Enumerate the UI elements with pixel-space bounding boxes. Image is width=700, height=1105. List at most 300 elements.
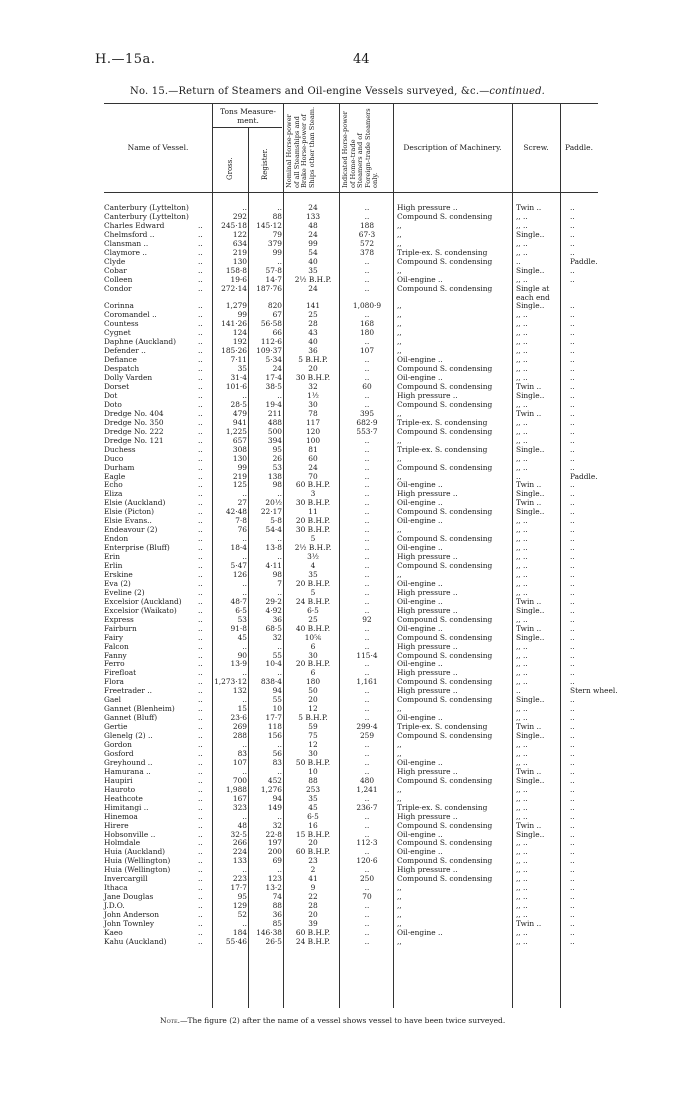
cell-gross-tons: 55·46 — [225, 936, 247, 946]
cell-screw: ,, .. — [516, 847, 528, 857]
cell-vessel-name: Duco — [104, 453, 124, 463]
cell-leader-dots: .. — [198, 659, 203, 669]
table-title — [130, 86, 545, 97]
cell-nominal-hp: 40 — [308, 256, 318, 266]
cell-gross-tons: 141·26 — [221, 319, 247, 329]
cell-nominal-hp: 20 — [308, 695, 318, 705]
cell-screw: Twin .. — [516, 623, 542, 633]
cell-nominal-hp: 20 — [308, 910, 318, 920]
cell-nominal-hp: 23 — [308, 856, 318, 866]
cell-gross-tons: 941 — [232, 417, 247, 427]
cell-gross-tons: 266 — [232, 838, 247, 848]
cell-register-tons: 56 — [272, 748, 282, 758]
cell-indicated-hp: .. — [364, 507, 370, 517]
cell-gross-tons: 52 — [237, 910, 247, 920]
cell-gross-tons: 272·14 — [221, 283, 247, 293]
col-header-description: Description of Machinery. — [403, 143, 502, 152]
cell-gross-tons: 95 — [237, 892, 247, 902]
cell-register-tons: 112·6 — [260, 337, 282, 347]
cell-vessel-name: Dorset — [104, 382, 130, 391]
cell-screw: ,, .. — [516, 399, 528, 409]
cell-paddle: Paddle. — [570, 256, 598, 266]
cell-register-tons: .. — [277, 552, 282, 562]
cell-register-tons: .. — [277, 740, 282, 749]
cell-indicated-hp: .. — [364, 632, 370, 642]
cell-register-tons: 68·5 — [265, 623, 282, 633]
cell-gross-tons: 91·8 — [230, 623, 247, 633]
cell-gross-tons: 125 — [232, 480, 247, 490]
cell-indicated-hp: .. — [364, 713, 370, 723]
cell-nominal-hp: 15 B.H.P. — [295, 829, 331, 839]
cell-indicated-hp: .. — [364, 901, 370, 911]
cell-paddle: .. — [570, 355, 575, 365]
cell-paddle: .. — [570, 865, 575, 875]
cell-machinery: ,, — [397, 408, 402, 418]
cell-paddle: .. — [570, 632, 575, 642]
cell-gross-tons: 269 — [232, 722, 247, 732]
cell-register-tons: .. — [277, 534, 282, 544]
cell-leader-dots: .. — [198, 874, 203, 884]
cell-indicated-hp: .. — [364, 283, 370, 293]
cell-paddle: .. — [570, 936, 575, 946]
cell-nominal-hp: 41 — [308, 874, 318, 884]
cell-paddle: .. — [570, 229, 575, 239]
cell-machinery: High pressure .. — [397, 766, 458, 776]
cell-vessel-name: Elsie (Auckland) — [104, 498, 166, 508]
cell-indicated-hp: .. — [364, 211, 370, 221]
cell-machinery: ,, — [397, 910, 402, 920]
cell-vessel-name: Canterbury (Lyttelton) — [104, 203, 189, 212]
cell-leader-dots: .. — [198, 516, 203, 526]
cell-indicated-hp: 1,161 — [356, 677, 378, 687]
cell-screw: ,, .. — [516, 525, 528, 535]
cell-paddle: .. — [570, 766, 575, 776]
cell-leader-dots: .. — [198, 310, 203, 320]
cell-leader-dots: .. — [198, 578, 203, 588]
cell-vessel-name: Ferro — [104, 659, 125, 669]
cell-screw: ,, .. — [516, 534, 528, 544]
cell-vessel-name: J.D.O. — [104, 901, 125, 911]
cell-machinery: Triple-ex. S. condensing — [397, 417, 488, 427]
cell-paddle: .. — [570, 927, 575, 937]
cell-vessel-name: Endeavour (2) — [104, 525, 158, 535]
cell-gross-tons: 657 — [232, 435, 247, 445]
cell-gross-tons: 99 — [237, 310, 247, 320]
cell-machinery: ,, — [397, 740, 402, 749]
cell-indicated-hp: .. — [364, 578, 370, 588]
cell-nominal-hp: 120 — [305, 426, 321, 436]
cell-indicated-hp: .. — [364, 927, 370, 937]
cell-leader-dots: .. — [198, 677, 203, 687]
cell-indicated-hp: .. — [364, 847, 370, 857]
cell-register-tons: 69 — [272, 856, 282, 866]
cell-nominal-hp: 3 — [310, 489, 316, 499]
cell-gross-tons: 28·5 — [230, 399, 247, 409]
cell-machinery: Compound S. condensing — [397, 426, 493, 436]
cell-paddle: .. — [570, 578, 575, 588]
cell-register-tons: 5·8 — [270, 516, 282, 526]
cell-register-tons: 54·4 — [265, 525, 282, 535]
cell-indicated-hp: .. — [364, 757, 370, 767]
cell-screw: Twin .. — [516, 722, 542, 732]
cell-leader-dots: .. — [198, 623, 203, 633]
cell-leader-dots: .. — [198, 650, 203, 660]
cell-gross-tons: .. — [242, 552, 247, 562]
cell-vessel-name: Firefloat — [104, 668, 137, 678]
cell-paddle: .. — [570, 346, 575, 356]
cell-leader-dots: .. — [198, 605, 203, 615]
cell-paddle: .. — [570, 408, 575, 418]
cell-leader-dots: .. — [198, 256, 203, 266]
cell-leader-dots: .. — [198, 668, 203, 678]
cell-machinery: ,, — [397, 525, 402, 535]
cell-screw: ,, .. — [516, 337, 528, 347]
cell-leader-dots: .. — [198, 569, 203, 579]
cell-nominal-hp: 100 — [305, 435, 321, 445]
cell-machinery: High pressure .. — [397, 811, 458, 821]
cell-machinery: Compound S. condensing — [397, 364, 493, 374]
cell-screw: ,, .. — [516, 838, 528, 848]
cell-screw: ,, .. — [516, 552, 528, 562]
cell-screw: ,, .. — [516, 328, 528, 338]
cell-nominal-hp: 75 — [308, 731, 318, 741]
cell-register-tons: 149 — [267, 802, 282, 812]
cell-indicated-hp: 120·6 — [356, 856, 378, 866]
cell-screw: ,, .. — [516, 802, 528, 812]
footnote-text: —The figure (2) after the name of a vessel shows vessel to have been twice surveyed. — [180, 1016, 506, 1025]
cell-nominal-hp: 35 — [308, 793, 318, 803]
cell-gross-tons: 48·7 — [230, 596, 247, 606]
cell-gross-tons: 7·8 — [235, 516, 247, 526]
cell-leader-dots: .. — [198, 480, 203, 490]
cell-screw: ,, .. — [516, 650, 528, 660]
cell-indicated-hp: .. — [364, 659, 370, 669]
cell-paddle: .. — [570, 364, 575, 374]
cell-paddle: .. — [570, 919, 575, 928]
cell-indicated-hp: .. — [364, 489, 370, 499]
cell-vessel-name: Dredge No. 404 — [104, 408, 164, 418]
cell-paddle: .. — [570, 802, 575, 812]
cell-vessel-name: Dredge No. 350 — [104, 417, 164, 427]
cell-vessel-name: Jane Douglas — [104, 892, 154, 902]
cell-paddle: .. — [570, 480, 575, 490]
cell-screw: Twin .. — [516, 408, 542, 418]
cell-machinery: ,, — [397, 435, 402, 445]
cell-screw: ,, .. — [516, 865, 528, 875]
cell-nominal-hp: 24 — [308, 462, 318, 472]
cell-nominal-hp: 60 — [308, 453, 318, 463]
cell-vessel-name: Holmdale — [104, 838, 141, 848]
cell-screw: ,, .. — [516, 453, 528, 463]
cell-screw: Twin .. — [516, 382, 542, 391]
cell-register-tons: .. — [277, 390, 282, 400]
cell-vessel-name: John Townley — [104, 919, 155, 928]
cell-screw: ,, .. — [516, 892, 528, 902]
cell-vessel-name: Hamurana .. — [104, 766, 151, 776]
cell-vessel-name: Dredge No. 121 — [104, 435, 164, 445]
cell-vessel-name: Eveline (2) — [104, 587, 145, 597]
cell-paddle: .. — [570, 847, 575, 857]
cell-screw: Single.. — [516, 444, 545, 454]
cell-gross-tons: .. — [242, 203, 247, 212]
cell-machinery: Oil-engine .. — [397, 829, 443, 839]
cell-vessel-name: Eagle — [104, 471, 126, 481]
cell-paddle: .. — [570, 757, 575, 767]
cell-vessel-name: Kaeo — [104, 927, 123, 937]
cell-screw: ,, .. — [516, 310, 528, 320]
cell-vessel-name: Durham — [104, 462, 135, 472]
cell-machinery: Oil-engine .. — [397, 659, 443, 669]
cell-nominal-hp: 54 — [308, 247, 318, 257]
cell-screw: Single at — [516, 283, 550, 293]
cell-screw: ,, .. — [516, 793, 528, 803]
cell-gross-tons: 479 — [232, 408, 247, 418]
cell-vessel-name: Gordon — [104, 740, 132, 749]
cell-machinery: ,, — [397, 704, 402, 714]
cell-leader-dots: .. — [198, 748, 203, 758]
cell-screw: ,, .. — [516, 874, 528, 884]
cell-indicated-hp: .. — [364, 829, 370, 839]
cell-nominal-hp: 117 — [305, 417, 321, 427]
cell-nominal-hp: 40 — [308, 337, 318, 347]
cell-leader-dots: .. — [198, 552, 203, 562]
cell-indicated-hp: .. — [364, 462, 370, 472]
cell-vessel-name: Gannet (Bluff) — [104, 713, 158, 723]
cell-machinery: High pressure .. — [397, 203, 458, 212]
cell-leader-dots: .. — [198, 301, 203, 311]
cell-leader-dots: .. — [198, 614, 203, 624]
cell-indicated-hp: .. — [364, 704, 370, 714]
cell-register-tons: 29·2 — [265, 596, 282, 606]
cell-nominal-hp: 6·5 — [307, 811, 319, 821]
cell-machinery: Oil-engine .. — [397, 480, 443, 490]
cell-nominal-hp: 6·5 — [307, 605, 319, 615]
col-header-paddle: Paddle. — [564, 143, 593, 152]
cell-register-tons: 57·8 — [265, 265, 282, 275]
cell-register-tons: 156 — [267, 731, 282, 741]
cell-leader-dots: .. — [198, 793, 203, 803]
cell-paddle: .. — [570, 417, 575, 427]
cell-indicated-hp: 682·9 — [356, 417, 378, 427]
cell-vessel-name: Dredge No. 222 — [104, 426, 164, 436]
cell-paddle: .. — [570, 740, 575, 749]
cell-machinery: Oil-engine .. — [397, 373, 443, 383]
cell-vessel-name: Gertie — [104, 722, 128, 732]
cell-register-tons: 10·4 — [265, 659, 282, 669]
col-header-tons: Tons Measure-ment. — [220, 107, 276, 125]
cell-leader-dots: .. — [198, 695, 203, 705]
cell-vessel-name: Defiance — [104, 355, 137, 365]
cell-nominal-hp: 48 — [308, 220, 318, 230]
cell-register-tons: 55 — [272, 695, 282, 705]
cell-leader-dots: .. — [198, 471, 203, 481]
col-header-indicated-box — [342, 104, 392, 190]
cell-paddle: .. — [570, 623, 575, 633]
cell-nominal-hp: 50 B.H.P. — [295, 757, 331, 767]
cell-gross-tons: .. — [242, 766, 247, 776]
cell-register-tons: 1,276 — [260, 784, 282, 794]
cell-register-tons: 88 — [272, 901, 282, 911]
cell-gross-tons: .. — [242, 919, 247, 928]
cell-nominal-hp: 30 — [308, 399, 318, 409]
cell-machinery: ,, — [397, 265, 402, 275]
cell-gross-tons: 224 — [232, 847, 247, 857]
cell-gross-tons: 223 — [232, 874, 247, 884]
cell-register-tons: 500 — [267, 426, 282, 436]
cell-screw: ,, .. — [516, 435, 528, 445]
cell-gross-tons: 42·48 — [225, 507, 247, 517]
cell-gross-tons: .. — [242, 641, 247, 651]
cell-register-tons: 22·8 — [265, 829, 282, 839]
cell-screw: ,, .. — [516, 346, 528, 356]
cell-leader-dots: .. — [198, 784, 203, 794]
cell-machinery: High pressure .. — [397, 552, 458, 562]
cell-screw: ,, .. — [516, 910, 528, 920]
cell-register-tons: .. — [277, 668, 282, 678]
cell-register-tons: 36 — [272, 910, 282, 920]
cell-gross-tons: 76 — [237, 525, 247, 535]
cell-paddle: .. — [570, 704, 575, 714]
cell-nominal-hp: 180 — [305, 677, 321, 687]
cell-vessel-name: Erlin — [104, 561, 123, 570]
cell-paddle: .. — [570, 274, 575, 284]
cell-nominal-hp: 10⅚ — [304, 632, 322, 642]
cell-machinery: Compound S. condensing — [397, 534, 493, 544]
cell-screw: ,, .. — [516, 713, 528, 723]
cell-indicated-hp: 1,241 — [356, 784, 378, 794]
cell-machinery: ,, — [397, 569, 402, 579]
cell-paddle: .. — [570, 498, 575, 508]
cell-nominal-hp: 10 — [308, 766, 318, 776]
cell-machinery: Compound S. condensing — [397, 775, 493, 785]
cell-nominal-hp: 2½ B.H.P. — [294, 274, 332, 284]
cell-machinery: ,, — [397, 310, 402, 320]
cell-gross-tons: 129 — [232, 901, 247, 911]
cell-vessel-name: Defender .. — [104, 346, 146, 356]
cell-indicated-hp: 70 — [362, 892, 372, 902]
cell-indicated-hp: .. — [364, 373, 370, 383]
cell-nominal-hp: 81 — [308, 444, 318, 454]
cell-indicated-hp: .. — [364, 498, 370, 508]
cell-register-tons: 187·76 — [256, 283, 282, 293]
cell-vessel-name: Charles Edward — [104, 220, 165, 230]
cell-nominal-hp: 5 — [310, 534, 316, 544]
cell-gross-tons: 5·47 — [230, 561, 247, 570]
cell-register-tons: 488 — [267, 417, 282, 427]
cell-vessel-name: Gosford — [104, 748, 134, 758]
cell-vessel-name: Corinna — [104, 301, 134, 311]
cell-nominal-hp: 28 — [308, 901, 318, 911]
cell-indicated-hp: .. — [364, 811, 370, 821]
cell-screw: ,, .. — [516, 811, 528, 821]
cell-nominal-hp: 12 — [308, 740, 318, 749]
cell-register-tons: 13·8 — [265, 543, 282, 553]
cell-screw: ,, .. — [516, 856, 528, 866]
cell-nominal-hp: 6 — [310, 641, 316, 651]
cell-nominal-hp: 24 B.H.P. — [295, 596, 331, 606]
cell-leader-dots: .. — [198, 426, 203, 436]
cell-paddle: .. — [570, 677, 575, 687]
cell-paddle: .. — [570, 641, 575, 651]
cell-gross-tons: 35 — [237, 364, 247, 374]
cell-nominal-hp: 141 — [305, 301, 321, 311]
cell-paddle: .. — [570, 883, 575, 893]
cell-vessel-name: Despatch — [104, 364, 140, 374]
cell-nominal-hp: 16 — [308, 820, 318, 830]
cell-gross-tons: 107 — [232, 757, 247, 767]
cell-nominal-hp: 9 — [310, 883, 316, 893]
cell-vessel-name: Chelmsford .. — [104, 229, 155, 239]
cell-machinery: Oil-engine .. — [397, 623, 443, 633]
cell-gross-tons: 32·5 — [230, 829, 247, 839]
cell-nominal-hp: 6 — [310, 668, 316, 678]
cell-register-tons: 26 — [272, 453, 282, 463]
cell-register-tons: 32 — [272, 632, 282, 642]
cell-gross-tons: 13·9 — [230, 659, 247, 669]
cell-machinery: Compound S. condensing — [397, 856, 493, 866]
cell-indicated-hp: .. — [364, 641, 370, 651]
cell-leader-dots: .. — [198, 802, 203, 812]
cell-vessel-name: Fanny — [104, 650, 127, 660]
cell-leader-dots: .. — [198, 274, 203, 284]
cell-screw: Twin .. — [516, 498, 542, 508]
cell-screw: Single.. — [516, 390, 545, 400]
cell-nominal-hp: 20 B.H.P. — [295, 516, 331, 526]
cell-indicated-hp: 250 — [359, 874, 375, 884]
cell-vessel-name: Huia (Wellington) — [104, 865, 171, 875]
cell-paddle: .. — [570, 265, 575, 275]
cell-gross-tons: 15 — [237, 704, 247, 714]
cell-register-tons: 17·7 — [265, 713, 282, 723]
cell-indicated-hp: .. — [364, 919, 370, 928]
cell-leader-dots: .. — [198, 435, 203, 445]
cell-paddle: .. — [570, 874, 575, 884]
cell-leader-dots: .. — [198, 453, 203, 463]
cell-paddle: .. — [570, 310, 575, 320]
cell-paddle: .. — [570, 444, 575, 454]
cell-machinery: Compound S. condensing — [397, 695, 493, 705]
cell-indicated-hp: 553·7 — [356, 426, 378, 436]
cell-screw: Single.. — [516, 695, 545, 705]
cell-vessel-name: Greyhound .. — [104, 757, 153, 767]
cell-gross-tons: .. — [242, 740, 247, 749]
cell-register-tons: 26·5 — [265, 936, 282, 946]
cell-register-tons: 200 — [267, 847, 282, 857]
cell-leader-dots: .. — [198, 740, 203, 749]
cell-machinery: Compound S. condensing — [397, 874, 493, 884]
cell-register-tons: 123 — [267, 874, 282, 884]
cell-nominal-hp: 99 — [308, 238, 318, 248]
cell-paddle: .. — [570, 211, 575, 221]
cell-leader-dots: .. — [198, 462, 203, 472]
cell-nominal-hp: 78 — [308, 408, 318, 418]
cell-leader-dots: .. — [198, 829, 203, 839]
cell-register-tons: 14·7 — [265, 274, 282, 284]
cell-indicated-hp: .. — [364, 265, 370, 275]
cell-screw: Twin .. — [516, 596, 542, 606]
page-number: 44 — [353, 52, 370, 67]
cell-gross-tons: 17·7 — [230, 883, 247, 893]
cell-indicated-hp: 572 — [359, 238, 375, 248]
cell-nominal-hp: 60 B.H.P. — [295, 847, 331, 857]
cell-machinery: ,, — [397, 319, 402, 329]
cell-leader-dots: .. — [198, 355, 203, 365]
cell-register-tons: 146·38 — [256, 927, 282, 937]
cell-screw: ,, .. — [516, 740, 528, 749]
cell-leader-dots: .. — [198, 525, 203, 535]
cell-indicated-hp: .. — [364, 748, 370, 758]
cell-indicated-hp: .. — [364, 337, 370, 347]
